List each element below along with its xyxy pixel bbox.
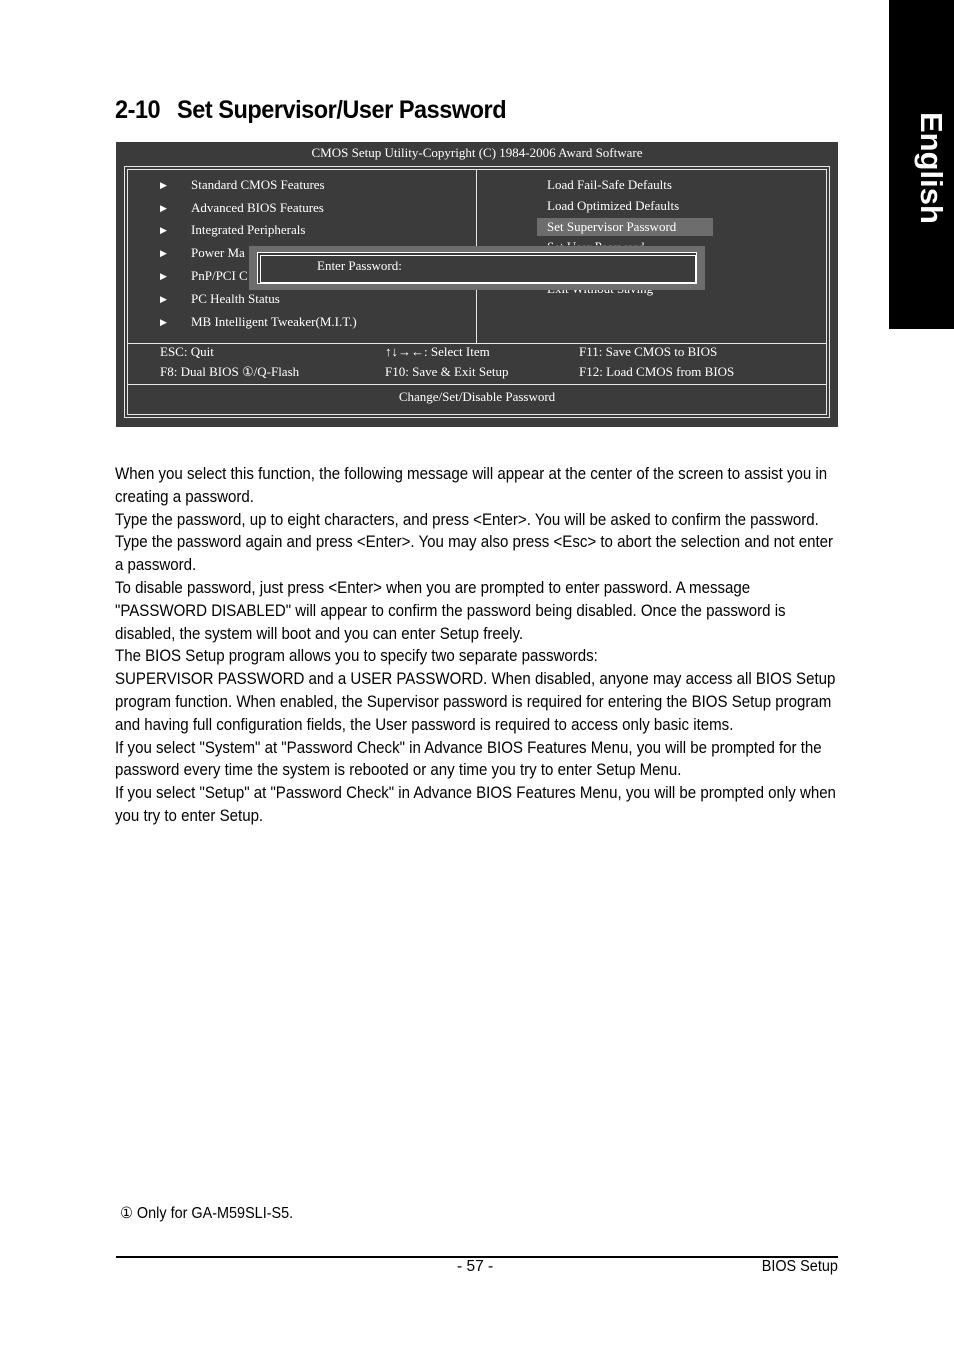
paragraph: If you select "Setup" at "Password Check" in Advance BIOS Features Menu, you will be prompted only when you try to enter Setup. [115, 784, 836, 825]
arrow-right-icon: ▶ [160, 317, 167, 327]
paragraph: SUPERVISOR PASSWORD and a USER PASSWORD. When disabled, anyone may access all BIOS Setup program function. When enabled, the Supervisor password is required for entering the BIOS Setup program and having full configuration fields, the User password is required to access only basic items. [115, 670, 836, 734]
hint-f8: F8: Dual BIOS ①/Q-Flash [160, 364, 300, 379]
arrow-right-icon: ▶ [160, 248, 167, 258]
section-title-text: Set Supervisor/User Password [177, 96, 507, 124]
body-text [115, 463, 839, 828]
page-number: - 57 - [457, 1258, 494, 1275]
hint-f12: F12: Load CMOS from BIOS [579, 364, 735, 379]
paragraph: Type the password, up to eight characters, and press <Enter>. You will be asked to confirm the password. Type the password again and press <Enter>. You may also press <Esc> to abort the selection and not enter a password. [115, 510, 834, 575]
footnote: ① Only for GA-M59SLI-S5. [120, 1205, 294, 1222]
bios-footer-divider [127, 384, 827, 385]
section-number: 2-10 [115, 96, 161, 124]
paragraph: The BIOS Setup program allows you to specify two separate passwords: [115, 647, 598, 666]
bios-status-line: Change/Set/Disable Password [398, 389, 556, 404]
paragraph: If you select "System" at "Password Check" in Advance BIOS Features Menu, you will be prompted for the password every time the system is rebooted or any time you try to enter Setup Menu. [115, 738, 822, 780]
bios-menu-item-load-fail-safe[interactable]: Load Fail-Safe Defaults [547, 177, 672, 192]
language-tab [889, 0, 954, 329]
bios-menu-item-load-optimized[interactable]: Load Optimized Defaults [547, 198, 680, 213]
hint-esc-quit: ESC: Quit [160, 344, 214, 359]
arrow-right-icon: ▶ [160, 271, 167, 281]
footer-section-name: BIOS Setup [761, 1258, 838, 1275]
password-prompt: Enter Password: [317, 258, 402, 273]
arrow-right-icon: ▶ [160, 225, 167, 235]
paragraph: To disable password, just press <Enter> when you are prompted to enter password. A message "PASSWORD DISABLED" will appear to confirm the password being disabled. Once the password is disabled, the system will boot and you can enter Setup freely. [115, 578, 786, 643]
paragraph: When you select this function, the following message will appear at the center of the screen to assist you in creating a password. [115, 465, 828, 506]
arrow-right-icon: ▶ [160, 294, 167, 304]
hint-select-item: ↑↓→←: Select Item [385, 344, 490, 359]
arrow-right-icon: ▶ [160, 180, 167, 190]
bios-screenshot: CMOS Setup Utility-Copyright (C) 1984-2006 Award Software ▶ Standard CMOS Features ▶ Advanced BIOS Features ▶ Integrated Peripherals ▶ Power Ma ▶ PnP/PCI C ▶ PC Health Status ▶ MB Intelligent Tweaker(M.I.T.) Load Fail-Safe Defaults Load Optimized Defaults Set Supervisor Password Enter Password: ESC: Quit ↑↓→←: Select Item F11: Save CMOS to BIOS F8: Dual BIOS ①/Q-Flash F10: Save & Exit Setup F12: Load CMOS from BIOS Change/Set/Disable Password [116, 142, 838, 427]
hint-f11: F11: Save CMOS to BIOS [579, 344, 718, 359]
bios-menu-item-set-supervisor-password[interactable]: Set Supervisor Password [537, 218, 713, 236]
language-tab-label: English [914, 112, 949, 224]
arrow-right-icon: ▶ [160, 203, 167, 213]
bios-header: CMOS Setup Utility-Copyright (C) 1984-2006 Award Software [311, 145, 643, 160]
section-title [115, 96, 506, 125]
hint-f10: F10: Save & Exit Setup [385, 364, 509, 379]
